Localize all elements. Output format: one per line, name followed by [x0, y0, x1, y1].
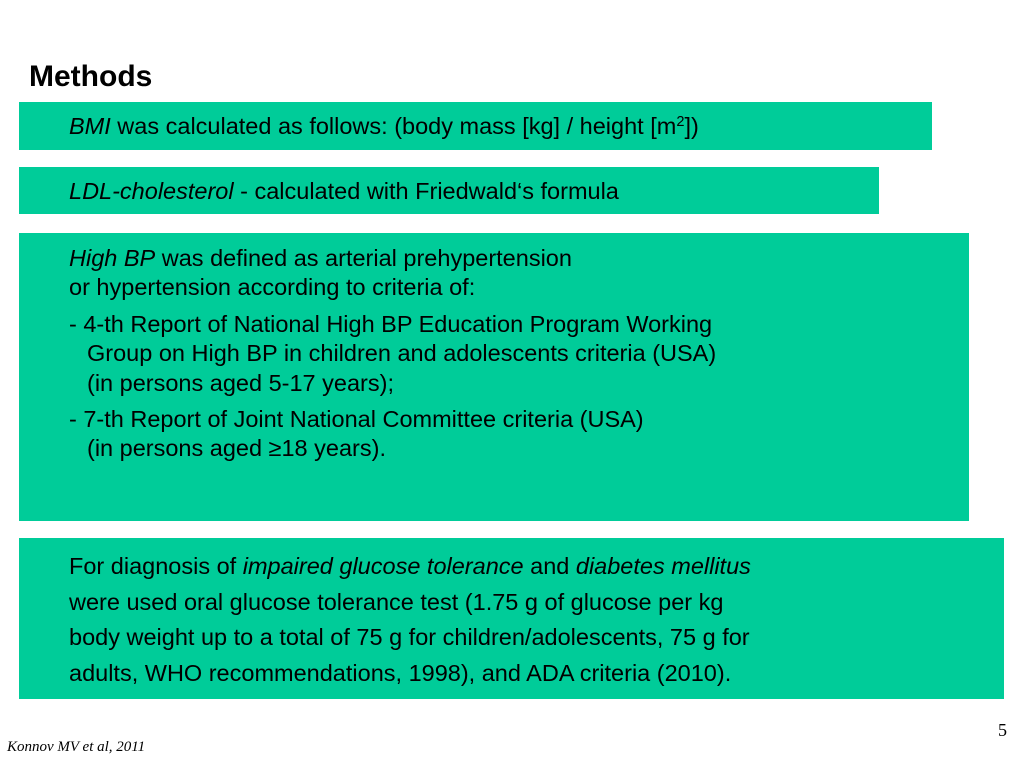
bp-criteria-1-line-3: (in persons aged 5-17 years); [87, 369, 394, 396]
glucose-prefix: For diagnosis of [69, 553, 243, 579]
ldl-term: LDL-cholesterol [69, 178, 234, 204]
glucose-line-3: body weight up to a total of 75 g for children/adolescents, 75 g for [69, 624, 750, 651]
glucose-line-1 [69, 549, 1004, 585]
ldl-method-box [19, 167, 879, 214]
bmi-text [69, 112, 932, 141]
ldl-text [69, 177, 879, 206]
bp-criteria-2-line-1: - 7-th Report of Joint National Committee criteria (USA) [69, 405, 644, 432]
bmi-method-box [19, 102, 932, 150]
ldl-description: - calculated with Friedwald‘s formula [233, 178, 619, 204]
bmi-text-before: was calculated as follows: (body mass [kg] / height [m [110, 113, 677, 139]
bp-criteria-1-line-2: Group on High BP in children and adolescents criteria (USA) [87, 340, 717, 367]
bp-criteria-2-line-2: (in persons aged ≥18 years). [87, 435, 386, 462]
page-number: 5 [998, 720, 1007, 740]
bp-line-1 [69, 244, 969, 273]
bmi-superscript: 2 [676, 114, 685, 130]
bp-definition: was defined as arterial prehypertension [155, 245, 572, 271]
slide-title: Methods [29, 60, 153, 93]
glucose-line-4: adults, WHO recommendations, 1998), and ADA criteria (2010). [69, 660, 732, 687]
glucose-method-box [19, 538, 1004, 699]
bmi-text-after: ]) [684, 113, 699, 139]
glucose-line-2: were used oral glucose tolerance test (1.75 g of glucose per kg [69, 588, 724, 615]
glucose-term-dm: diabetes mellitus [575, 553, 751, 579]
bp-term: High BP [69, 245, 156, 271]
bp-criteria-1-line-1: - 4-th Report of National High BP Education Program Working [69, 310, 713, 337]
bp-line-2: or hypertension according to criteria of: [69, 274, 476, 301]
citation: Konnov MV et al, 2011 [7, 739, 146, 755]
glucose-and: and [523, 553, 576, 579]
high-bp-method-box [19, 233, 969, 521]
bmi-term: BMI [69, 113, 111, 139]
glucose-term-igt: impaired glucose tolerance [242, 553, 524, 579]
